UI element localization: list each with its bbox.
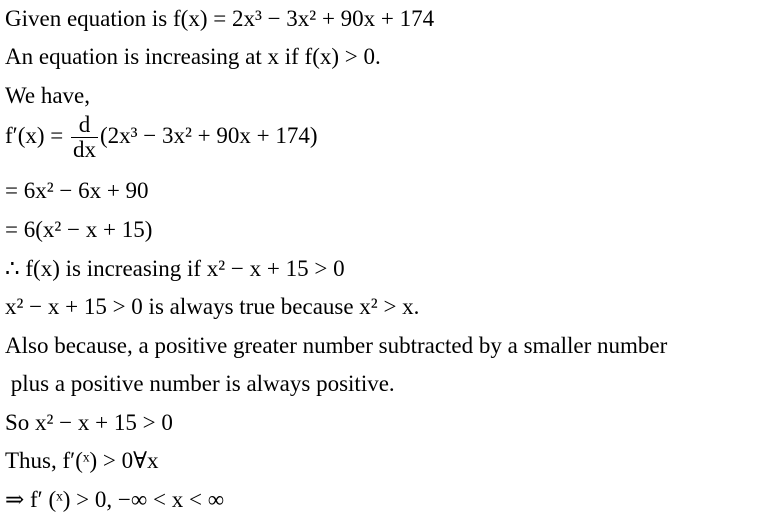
d-dx-fraction bbox=[71, 113, 98, 162]
thus-line: Thus, f′(ˣ) > 0∀x bbox=[5, 448, 159, 473]
we-have-line: We have, bbox=[5, 83, 90, 108]
explanation-line-1: Also because, a positive greater number subtracted by a smaller number bbox=[5, 333, 668, 358]
derivative-lhs: f′(x) = bbox=[5, 123, 64, 148]
fraction-numerator: d bbox=[78, 112, 91, 138]
so-line: So x² − x + 15 > 0 bbox=[5, 410, 173, 435]
fraction-denominator: dx bbox=[72, 137, 96, 163]
always-true-line: x² − x + 15 > 0 is always true because x² > x. bbox=[5, 294, 420, 319]
derivative-line bbox=[5, 110, 318, 162]
therefore-line: ∴ f(x) is increasing if x² − x + 15 > 0 bbox=[5, 256, 345, 281]
given-equation-line: Given equation is f(x) = 2x³ − 3x² + 90x + 174 bbox=[5, 6, 435, 31]
derivative-expanded-line: = 6x² − 6x + 90 bbox=[5, 178, 149, 203]
explanation-line-2: plus a positive number is always positive. bbox=[5, 371, 395, 396]
conclusion-line: ⇒ f′ (ˣ) > 0, −∞ < x < ∞ bbox=[5, 487, 225, 512]
derivative-factored-line: = 6(x² − x + 15) bbox=[5, 217, 153, 242]
derivative-rhs: (2x³ − 3x² + 90x + 174) bbox=[99, 123, 318, 148]
increasing-condition-line: An equation is increasing at x if f(x) > 0. bbox=[5, 44, 381, 69]
